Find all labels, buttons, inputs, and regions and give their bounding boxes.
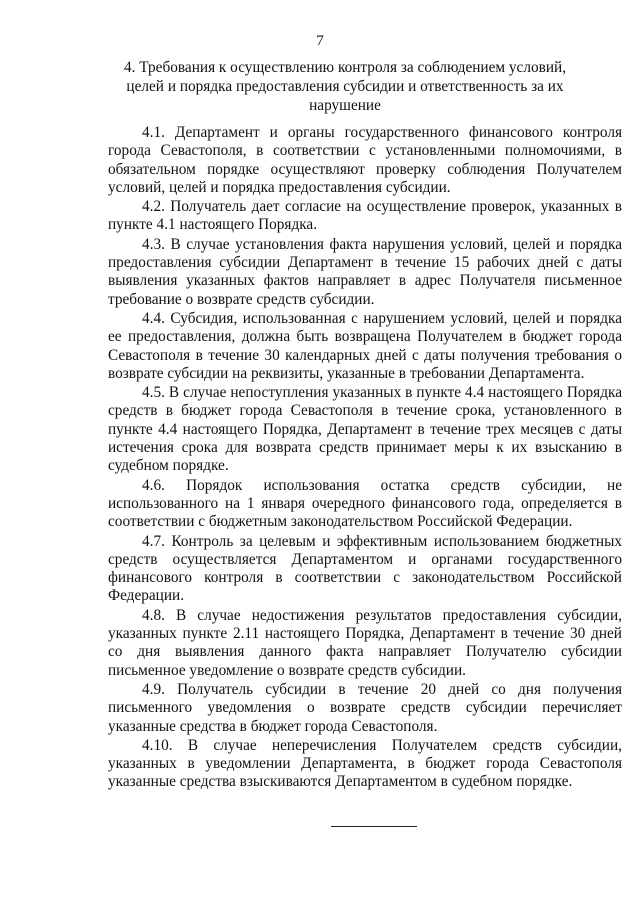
paragraph-4-1: 4.1. Департамент и органы государственного финансового контроля города Севастополя, в соответствии с установленными полномочиями, в обязательном порядке осуществляют проверку соблюдения Получателем условий, целей и порядка предоставления субсидии.	[108, 124, 622, 196]
paragraph-4-9: 4.9. Получатель субсидии в течение 20 дней со дня получения письменного уведомления о возврате средств субсидии перечисляет указанные средства в бюджет города Севастополя.	[108, 680, 622, 735]
paragraph-4-5: 4.5. В случае непоступления указанных в пункте 4.4 настоящего Порядка средств в бюджет города Севастополя в течение срока, установленного в пункте 4.4 настоящего Порядка, Департамент в течение трех месяцев с даты истечения срока для возврата средств принимает меры к их взысканию в судебном порядке.	[108, 384, 622, 475]
section-body	[108, 124, 622, 792]
paragraph-4-8: 4.8. В случае недостижения результатов предоставления субсидии, указанных пункте 2.11 настоящего Порядка, Департамент в течение 30 дней со дня выявления данного факта направляет Получателю субсидии письменное уведомление о возврате средств субсидии.	[108, 606, 622, 679]
end-rule-divider	[331, 826, 417, 827]
paragraph-4-2: 4.2. Получатель дает согласие на осуществление проверок, указанных в пункте 4.1 настоящего Порядка.	[108, 198, 622, 234]
section-heading: 4. Требования к осуществлению контроля за соблюдением условий, целей и порядка предоставления субсидии и ответственность за их нарушение	[123, 59, 567, 114]
paragraph-4-3: 4.3. В случае установления факта нарушения условий, целей и порядка предоставления субсидии Департамент в течение 15 рабочих дней с даты выявления указанных фактов направляет в адрес Получателя письменное требование о возврате средств субсидии.	[108, 235, 622, 308]
paragraph-4-6: 4.6. Порядок использования остатка средств субсидии, не использованного на 1 января очередного финансового года, определяется в соответствии с бюджетным законодательством Российской Федерации.	[108, 476, 622, 531]
paragraph-4-7: 4.7. Контроль за целевым и эффективным использованием бюджетных средств осуществляется Департаментом и органами государственного финансового контроля в соответствии с законодательством Российской Федерации.	[108, 532, 622, 605]
page-number: 7	[316, 33, 324, 49]
paragraph-4-4: 4.4. Субсидия, использованная с нарушением условий, целей и порядка ее предоставления, должна быть возвращена Получателем в бюджет города Севастополя в течение 30 календарных дней с даты получения требования о возврате субсидии на реквизиты, указанные в требовании Департамента.	[108, 309, 622, 382]
paragraph-4-10: 4.10. В случае неперечисления Получателем средств субсидии, указанных в уведомлении Департамента, в бюджет города Севастополя указанные средства взыскиваются Департаментом в судебном порядке.	[108, 736, 622, 791]
